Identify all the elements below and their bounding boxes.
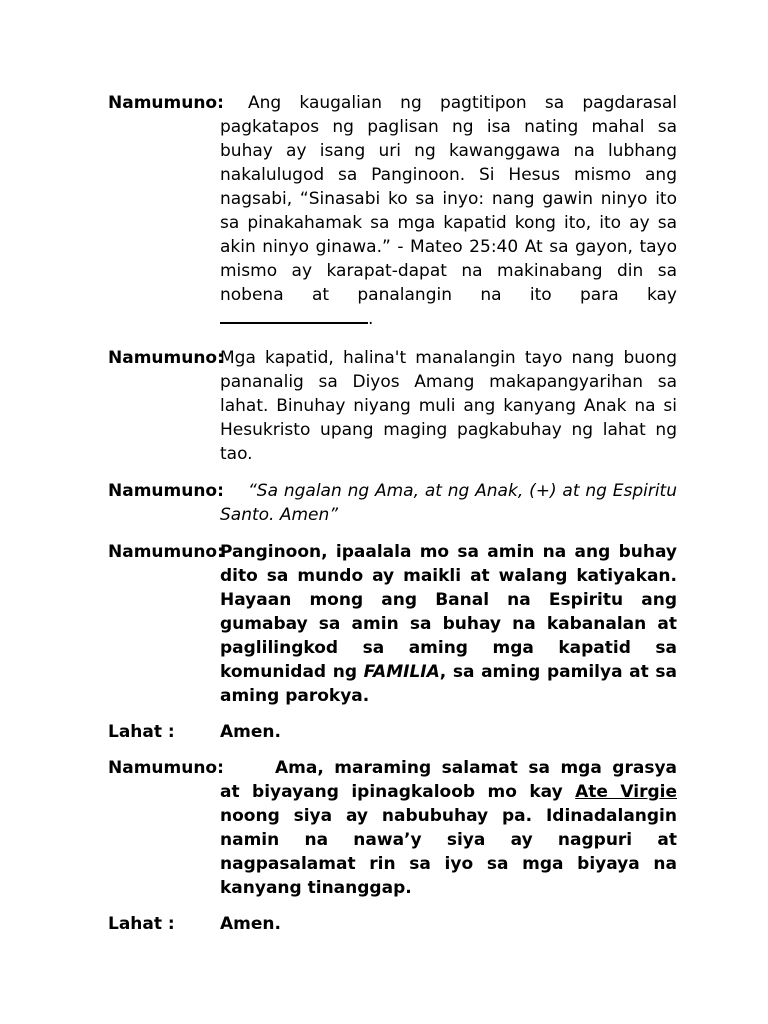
prayer-document	[108, 91, 677, 936]
prayer-text	[220, 91, 677, 331]
prayer-text-body: Ang kaugalian ng pagtitipon sa pagdarasal pagkatapos ng paglisan ng isa nating mahal sa buhay ay isang uri ng kawanggawa na lubhang nakalulugod sa Panginoon. Si Hesus mismo ang nagsabi, “Sinasabi ko sa inyo: nang gawin ninyo ito sa pinakahamak sa mga kapatid kong ito, ito ay sa akin ninyo ginawa.” - Mateo 25:40 At sa gayon, tayo mismo ay karapat-dapat na makinabang din sa nobena at panalangin na ito para kay	[220, 93, 677, 305]
prayer-text: Mga kapatid, halina't manalangin tayo nang buong pananalig sa Diyos Amang makapangyarihan sa lahat. Binuhay niyang muli ang kanyang Anak na si Hesukristo upang maging pagkabuhay ng lahat ng tao.	[220, 348, 677, 464]
prayer-entry-3	[108, 479, 677, 527]
familia-emphasis: FAMILIA	[363, 662, 440, 682]
name-blank-line	[220, 308, 368, 324]
prayer-text-before: Panginoon, ipaalala mo sa amin na ang buhay dito sa mundo ay maikli at walang katiyakan. Hayaan mong ang Banal na Espiritu ang gumabay sa amin sa buhay na kabanalan at paglilingkod sa aming mga kapatid sa komunidad ng	[220, 542, 677, 682]
prayer-entry-6	[108, 756, 677, 900]
prayer-text	[220, 540, 677, 708]
prayer-entry-5	[108, 720, 677, 744]
speaker-label: Namumuno:	[108, 758, 224, 778]
sign-of-cross-text: “Sa ngalan ng Ama, at ng Anak, (+) at ng Espiritu Santo. Amen”	[220, 481, 677, 525]
response-text: Amen.	[220, 722, 281, 742]
speaker-label: Lahat :	[108, 722, 175, 742]
speaker-label: Namumuno:	[108, 542, 224, 562]
prayer-entry-1	[108, 91, 677, 331]
prayer-text-after: , sa aming pamilya at sa aming parokya.	[220, 662, 677, 706]
prayer-text	[220, 756, 677, 900]
prayer-entry-4	[108, 540, 677, 708]
prayer-entry-2	[108, 346, 677, 466]
prayer-text-after: noong siya ay nabubuhay pa. Idinadalangin namin na nawa’y siya ay nagpuri at nagpasalamat rin sa iyo sa mga biyaya na kanyang tinanggap.	[220, 806, 677, 898]
trailing-period: .	[368, 309, 374, 329]
speaker-label: Namumuno:	[108, 348, 224, 368]
prayer-entry-7	[108, 912, 677, 936]
speaker-label: Namumuno:	[108, 481, 224, 501]
prayer-text	[220, 479, 677, 527]
speaker-label: Lahat :	[108, 914, 175, 934]
prayer-text-before: Ama, maraming salamat sa mga grasya at biyayang ipinagkaloob mo kay	[220, 758, 677, 802]
response-text: Amen.	[220, 914, 281, 934]
speaker-label: Namumuno:	[108, 93, 224, 113]
deceased-name: Ate Virgie	[575, 782, 677, 802]
